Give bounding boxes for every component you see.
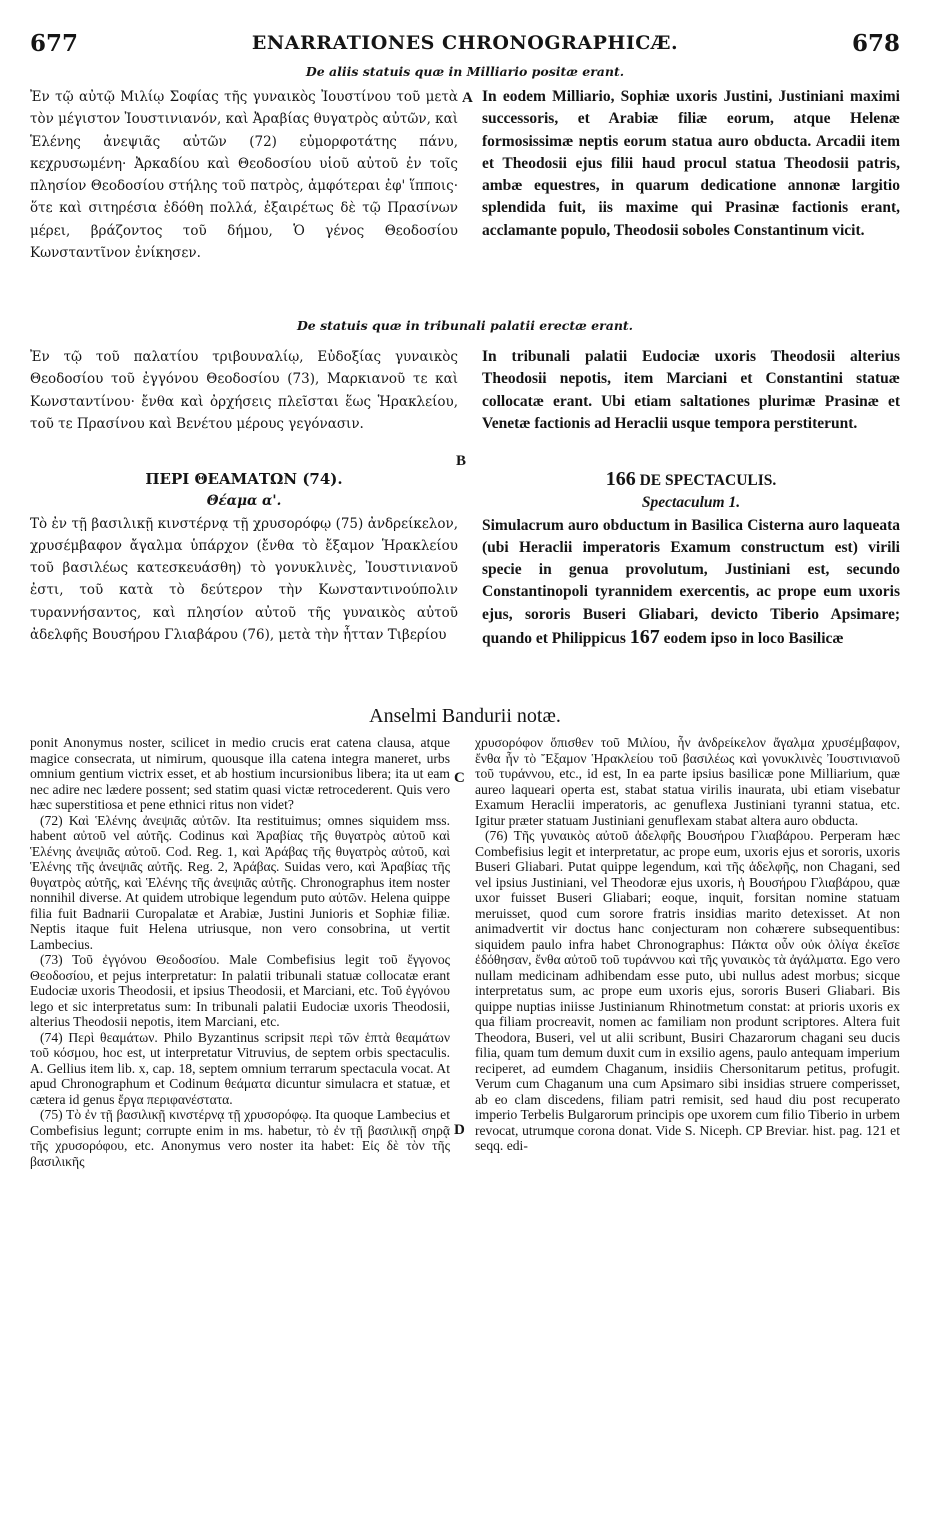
notes-title: Anselmi Bandurii notæ. xyxy=(369,705,561,727)
notes-right-column xyxy=(475,735,900,1525)
note-paragraph: (73) Τοῦ ἐγγόνου Θεοδοσίου. Male Combefisius legit τοῦ ἔγγονος Θεοδοσίου, et pejus interpretatur: In palatii tribunali statuæ collocatæ erant Eudociæ uxoris Theodosii, et ipsius Theodosii, et Marciani, etc. Τοῦ ἐγγόνου lego et sic interpretatus sum: In tribunali palatii Eudociæ uxoris Theodosii, alterius Theodosii nepotis, item Marciani, etc. xyxy=(30,952,450,1029)
note-paragraph: (74) Περὶ θεαμάτων. Philo Byzantinus scripsit περὶ τῶν ἑπτὰ θεαμάτων τοῦ κόσμου, hoc est, ut interpretatur Vitruvius, de septem orbis spectaculis. A. Gellius item lib. x, cap. 18, septem omnium terrarum spectacula vocat. At apud Chronographum et Codinum θεάματα dicuntur simulacra et statuæ, et cætera id genus ἔργα περιφανέστατα. xyxy=(30,1029,450,1107)
margin-mark-b: B xyxy=(456,453,467,469)
greek-paragraph: Ἐν τῷ τοῦ παλατίου τριβουναλίῳ, Εὐδοξίας γυναικὸς Θεοδοσίου τοῦ ἐγγόνου Θεοδοσίου (73), Μαρκιανοῦ τε καὶ Κωνσταντίνου· ἔνθα καὶ ὀρχήσεις πλεῖσται ἕως Ἡρακλείου, τοῦ τε Πρασίνου καὶ Βενέτου μέρους γεγόνασιν. xyxy=(30,349,458,432)
note-paragraph: (72) Καὶ Ἑλένης ἀνεψιᾶς αὐτῶν. Ita restituimus; omnes siquidem mss. habent αὐτοῦ vel αὐτῆς. Codinus καὶ Ἀραβίας τῆς θυγατρὸς αὐτοῦ καὶ Ἑλένης ἀνεψιᾶς αὐτοῦ. Cod. Reg. 1, καὶ Ἀράβας τῆς θυγατρὸς αὐτοῦ, καὶ Ἑλένης τῆς ἀνεψιᾶς αὐτῆς. Reg. 2, Ἀράβας. Suidas vero, καὶ Ἀραβίας τῆς θυγατρὸς αὐτῆς, καὶ Ἑλένης τῆς ἀνεψιᾶς αὐτῆς. Chronographus item noster nonnihil diverse. At quidem utrobique legendum puto αὐτῶν. Helena quippe filia fuit Badnarii Curopalatæ et Arabiæ, Justini Junioris et Sophiæ filiæ. Neptis itaque fuit Helena utriusque, non vero consobrina, ut vertit Lambecius. xyxy=(30,812,450,952)
running-header xyxy=(30,30,900,58)
latin-subheading: Spectaculum 1. xyxy=(641,494,741,512)
greek-chapter-heading: ΠΕΡΙ ΘΕΑΜΑΤΩΝ (74). xyxy=(145,470,343,488)
margin-mark-a: A xyxy=(462,90,473,106)
latin-text-part: Simulacrum auro obductum in Basilica Cisterna auro laqueata (ubi Heraclii imperatoris Examum constructum est) virili specie in genua provolutum, Justiniani est, secundo Constantinopoli tyrannidem exercentis, ac prope eum uxoris ejus, sororis Buseri Gliabari, devicto Tiberio Apsimare; quando et Philippicus xyxy=(482,516,900,648)
section-heading-milliario: De aliis statuis quæ in Milliario positæ erant. xyxy=(305,64,625,79)
latin-paragraph: In eodem Milliario, Sophiæ uxoris Justini, Justiniani maximi successoris, et Arabiæ filiæ eorum, atque Helenæ formosissimæ neptis eorum statua auro obducta. Arcadii item et Theodosii ejus filii haud procul statua Theodosii patris, ambæ equestres, in quarum dedicatione annonæ largitio splendida fuit, iis maxime qui Prasinæ factionis erant, acclamante populo, Theodosii soboles Constantinum vicit. xyxy=(482,88,900,239)
column-number: 166 xyxy=(605,468,636,490)
latin-chapter-heading xyxy=(482,468,900,492)
greek-text-spectacles xyxy=(30,468,458,694)
margin-mark-d: D xyxy=(454,1122,465,1138)
greek-subheading: Θέαμα α'. xyxy=(206,493,282,510)
note-paragraph: ponit Anonymus noster, scilicet in medio crucis erat catena clausa, atque magice consecrata, ut nimirum, quousque illa catena integra maneret, urbs omnium gentium victrix esset, et ab hostium incursionibus libera; ita ut eam nec adire nec lædere possent; sed statim quasi victæ retrocederent. Quis vero hæc superstitiosa et pene ethnici ritus non videt? xyxy=(30,735,450,812)
margin-mark-c: C xyxy=(454,770,465,786)
page-number-right: 678 xyxy=(851,30,900,57)
column-number-inline: 167 xyxy=(629,626,660,649)
note-paragraph: (76) Τῆς γυναικὸς αὐτοῦ ἀδελφῆς Βουσήρου Γλιαβάρου. Perperam hæc Combefisius legit et interpretatur, ac prope eum, uxoris ejus et sororis, uxoris Buseri Gliabari. Putat quippe legendum, καὶ τῆς ἀδελφῆς, non Chagani, sed vel ipsius Justiniani, vel Theodoræ ejus uxoris, ἡ Βουσήρου Γλιαβάρου, quæ uxor fuisset Buseri Gliabari; eoque, inquit, forsitan nomine statuam meruisset, quod cum sorore fratris insidias marito detexisset. At non animadvertit vir doctus hanc conjecturam non cohærere subsequentibus: siquidem paulo infra habet Chronographus: Πάκτα οὖν οὐκ ὀλίγα ἐκεῖσε ἐδόθησαν, ἔνθα αὐτοῦ τοῦ τυράννου καὶ τῆς γυναικὸς τὰ ἀγάλματα. Ego vero nullam medicinam adhibendam esse puto, ubi nullus adest morbus; sicque interpretatus sum, ac prope eum uxoris ejus, sororis Buseri Gliabari. Bis quippe nuptias iniisse Justinianum Rhinotmetum constat: at prioris uxoris ex qua filiam procreavit, nomen ac familiam non produnt scriptores. Altera fuit Theodora, Buseri, vel ut alii scribunt, Busiri Chazarorum chagani seu ducis filia, quam tum demum duxit cum in exsilio agens, paulo antequam imperium reciperet, ad eumdem Chaganum, insidiis Chersonitarum petitus, profugit. Verum cum Chaganum una cum Apsimaro sibi insidias struere comperisset, ab eo clam discedens, filiam patri remisit, sed haud diu post recuperato imperio Terbelis Bulgarorum principis ope uxorem cum filio Tiberio in urbem revocat, utrumque corona donat. Vide S. Niceph. CP Breviar. hist. pag. 121 et seqq. edi- xyxy=(475,828,900,1153)
section-heading-tribunal: De statuis quæ in tribunali palatii erectæ erant. xyxy=(296,318,634,333)
note-paragraph: χρυσορόφον ὄπισθεν τοῦ Μιλίου, ἦν ἀνδρείκελον ἄγαλμα χρυσέμβαφον, ἔνθα ἦν τὸ Ἔξαμον Ἡρακλείου τοῦ βασιλέως καὶ γονυκλινὲς Ἰουστινιανοῦ τοῦ τυράννου, etc., id est, In ea parte ipsius basilicæ pone Milliarium, quæ aureo laqueari operta est, stabat statua virilis inaurata, ubi etiam visebatur Examum Heraclii imperatoris, ac genuflexa Justiniani tyranni statua, etc. Igitur præter statuam Justiniani genuflexam stabat altera auro obducta. xyxy=(475,735,900,828)
latin-chapter-title: DE SPECTACULIS. xyxy=(639,472,777,489)
page-number-left: 677 xyxy=(30,30,79,57)
latin-text-tribunal xyxy=(482,346,900,470)
greek-text-tribunal xyxy=(30,346,458,470)
greek-paragraph: Τὸ ἐν τῇ βασιλικῇ κινστέρνᾳ τῇ χρυσορόφῳ (75) ἀνδρείκελον, χρυσέμβαφον ἄγαλμα ὑπάρχον (ἔνθα τὸ ἔξαμον Ἡρακλείου τοῦ βασιλέως κατεσκευάσθη) τὸ γονυκλινὲς, Ἰουστινιανοῦ ἐστι, τοῦ κατὰ τὸ δεύτερον τὴν Κωνσταντινούπολιν τυραννήσαντος, καὶ πλησίον αὐτοῦ τῆς γυναικὸς αὐτοῦ ἀδελφῆς Βουσήρου Γλιαβάρου (76), μετὰ τὴν ἧτταν Τιβερίου xyxy=(30,515,458,644)
latin-paragraph: In tribunali palatii Eudociæ uxoris Theodosii alterius Theodosii nepotis, item Marciani et Constantini statuæ collocatæ erant. Ubi etiam saltationes plurimæ Prasinæ et Venetæ factionis ad Heraclii usque tempora perstiterunt. xyxy=(482,348,900,432)
greek-text-milliario xyxy=(30,86,458,312)
greek-paragraph: Ἐν τῷ αὐτῷ Μιλίῳ Σοφίας τῆς γυναικὸς Ἰουστίνου τοῦ μετὰ τὸν μέγιστον Ἰουστινιανόν, καὶ Ἀραβίας θυγατρὸς αὐτῶν, καὶ Ἑλένης ἀνεψιᾶς αὐτῶν (72) εὐμορφοτάτης πάνυ, κεχρυσωμένη· Ἀρκαδίου καὶ Θεοδοσίου υἱοῦ αὐτοῦ ἐν τοῖς πλησίον Θεοδοσίου στήλης τοῦ πατρὸς, ἀμφότεραι ἐφ' ἵπποις· ὅτε καὶ σιτηρέσια ἐδόθη πολλά, ἐξαιρέτως δὲ τῷ Πρασίνων μέρει, βράζοντος τοῦ δήμου, Ὁ γένος Θεοδοσίου Κωνσταντῖνον ἐνίκησεν. xyxy=(30,89,458,262)
note-paragraph: (75) Τὸ ἐν τῇ βασιλικῇ κινστέρνᾳ τῇ χρυσορόφῳ. Ita quoque Lambecius et Combefisius legunt; corrupte enim in ms. habetur, τὸ ἐν τῇ βασιλικῇ σηρᾷ τῆς χρυσορόφου, etc. Anonymus vero noster ita habet: Εἰς δὲ τὸν τῆς βασιλικῆς xyxy=(30,1107,450,1169)
latin-text-milliario xyxy=(482,86,900,312)
latin-paragraph xyxy=(482,515,900,651)
running-title: ENARRATIONES CHRONOGRAPHICÆ. xyxy=(251,32,679,54)
notes-left-column xyxy=(30,735,450,1525)
latin-text-part: eodem ipso in loco Basilicæ xyxy=(663,630,844,648)
latin-text-spectacles xyxy=(482,468,900,694)
